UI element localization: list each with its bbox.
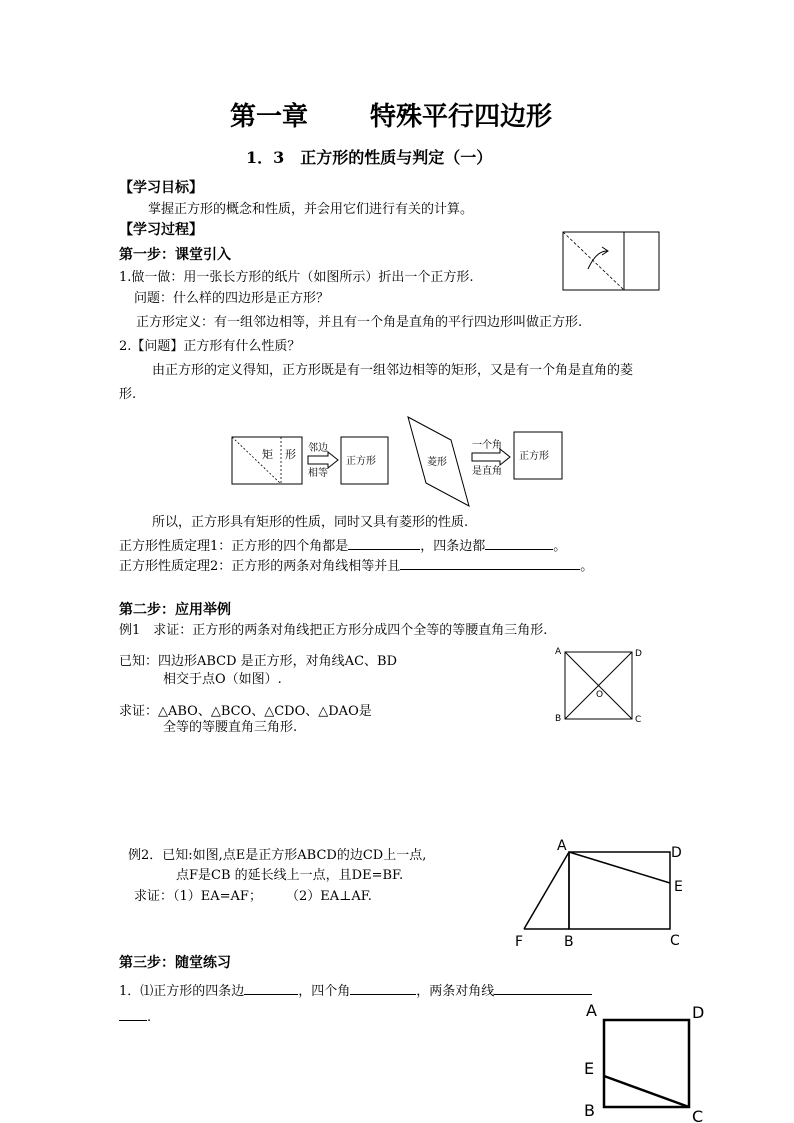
practice-q1-text-a: 1．⑴正方形的四条边 [119,984,245,999]
square-1-label: 正方形 [346,456,376,467]
fig3-label-b: B [584,1101,595,1120]
step3-heading: 第三步：随堂练习 [119,955,231,971]
fig1-label-b: B [555,714,562,724]
theorem-2 [119,558,593,573]
rectangle-label-1: 矩 [262,448,273,461]
example-2-line1: 例2．已知:如图,点E是正方形ABCD的边CD上一点, [128,848,427,863]
example-1-prove-line1: 求证：△ABO、△BCO、△CDO、△DAO是 [119,704,372,719]
step2-heading: 第二步：应用举例 [119,602,231,618]
fig3-label-c: C [692,1107,704,1123]
theorem-1-blank-2[interactable] [485,538,553,550]
theorem-1-text-b: ，四条边都 [420,539,486,554]
rectangle-dashed-diagonal [232,437,281,484]
chapter-number: 第一章 [230,102,309,132]
chapter-name: 特殊平行四边形 [370,102,553,132]
step1-para-line1: 由正方形的定义得知，正方形既是有一组邻边相等的矩形，又是有一个角是直角的菱 [152,363,634,378]
fig2-label-b: B [564,934,574,950]
arrow1 [308,452,338,468]
rectangle-label-2: 形 [285,448,296,461]
theorem-1-blank-1[interactable] [348,538,420,550]
practice-q1-blank-3-cont[interactable] [119,1009,147,1021]
fig3-label-d: D [692,1003,705,1022]
page-title [230,104,552,130]
example-1-given-line2: 相交于点O（如图）. [163,672,282,687]
step1-question: 问题：什么样的四边形是正方形？ [134,291,330,306]
goal-heading: 【学习目标】 [119,180,203,196]
example-2-figure [510,832,690,950]
practice-q1-blank-1[interactable] [244,983,298,995]
step1-item2: 2.【问题】正方形有什么性质？ [119,339,301,354]
square-diagonals-figure [550,642,650,727]
fig1-label-d: D [635,649,642,659]
segment-af [524,852,569,929]
segment-ec [604,1076,689,1107]
arrow2-top-label: 一个角 [472,440,502,451]
example-1-given-line1: 已知：四边形ABCD 是正方形，对角线AC、BD [119,654,397,669]
square-abcd-2 [569,852,670,929]
fig2-label-f: F [515,934,524,950]
example-2-prove-2: （2）EA⊥AF. [285,889,372,904]
fold-diagonal [563,232,624,290]
fig3-label-e: E [584,1059,595,1078]
arrow2 [472,449,510,465]
property-flow-diagram [228,410,578,510]
step1-heading: 第一步：课堂引入 [119,247,231,263]
rhombus-label: 菱形 [427,457,447,468]
example-2-line2: 点F是CB 的延长线上一点，且DE=BF. [176,868,404,883]
example-1: 例1 求证：正方形的两条对角线把正方形分成四个全等的等腰直角三角形. [119,623,548,638]
theorem-1-text-c: 。 [553,539,567,554]
practice-figure [580,998,710,1123]
fig2-label-e: E [674,879,683,895]
fold-paper-figure [560,229,662,293]
fig2-label-d: D [671,845,682,861]
arrow2-bottom-label: 是直角 [472,466,502,477]
fig1-label-a: A [555,647,562,657]
fig2-label-a: A [557,838,567,854]
fig2-label-c: C [670,933,680,949]
practice-q1-blank-3[interactable] [494,983,592,995]
example-2-prove-1: 求证：（1）EA=AF； [134,889,262,904]
practice-q1-line1 [119,983,592,998]
theorem-2-blank[interactable] [400,558,580,570]
fig1-label-c: C [635,715,642,725]
square-abcd-3 [604,1020,689,1107]
theorem-1-text-a: 正方形性质定理1：正方形的四个角都是 [119,539,349,554]
arrow1-bottom-label: 相等 [308,468,328,479]
fig1-label-o: O [596,690,604,700]
segment-ae [569,852,670,883]
example-2-prove [134,890,372,903]
practice-q1-line2 [119,1009,151,1024]
theorem-1 [119,538,566,553]
arrow1-top-label: 邻边 [308,443,328,454]
process-heading: 【学习过程】 [119,222,203,238]
goal-text: 掌握正方形的概念和性质，并会用它们进行有关的计算。 [148,202,474,217]
practice-q1-text-b: ，四个角 [298,984,351,999]
practice-q1-blank-2[interactable] [350,983,416,995]
practice-q1-text-c: ，两条对角线 [416,984,495,999]
square-2-label: 正方形 [519,451,549,462]
example-1-prove-line2: 全等的等腰直角三角形. [163,720,298,735]
step1-para-line2: 形. [119,387,137,402]
practice-q1-text-d: . [147,1010,152,1025]
square-definition: 正方形定义：有一组邻边相等，并且有一个角是直角的平行四边形叫做正方形. [136,315,583,330]
section-subtitle: 1．3 正方形的性质与判定（一） [246,148,493,167]
step1-conclusion: 所以，正方形具有矩形的性质，同时又具有菱形的性质. [152,515,469,530]
step1-item1: 1.做一做：用一张长方形的纸片（如图所示）折出一个正方形. [119,270,474,285]
theorem-2-text-a: 正方形性质定理2：正方形的两条对角线相等并且 [119,559,401,574]
paper-outline [563,232,659,290]
theorem-2-text-b: 。 [580,559,594,574]
fig3-label-a: A [586,1001,597,1020]
